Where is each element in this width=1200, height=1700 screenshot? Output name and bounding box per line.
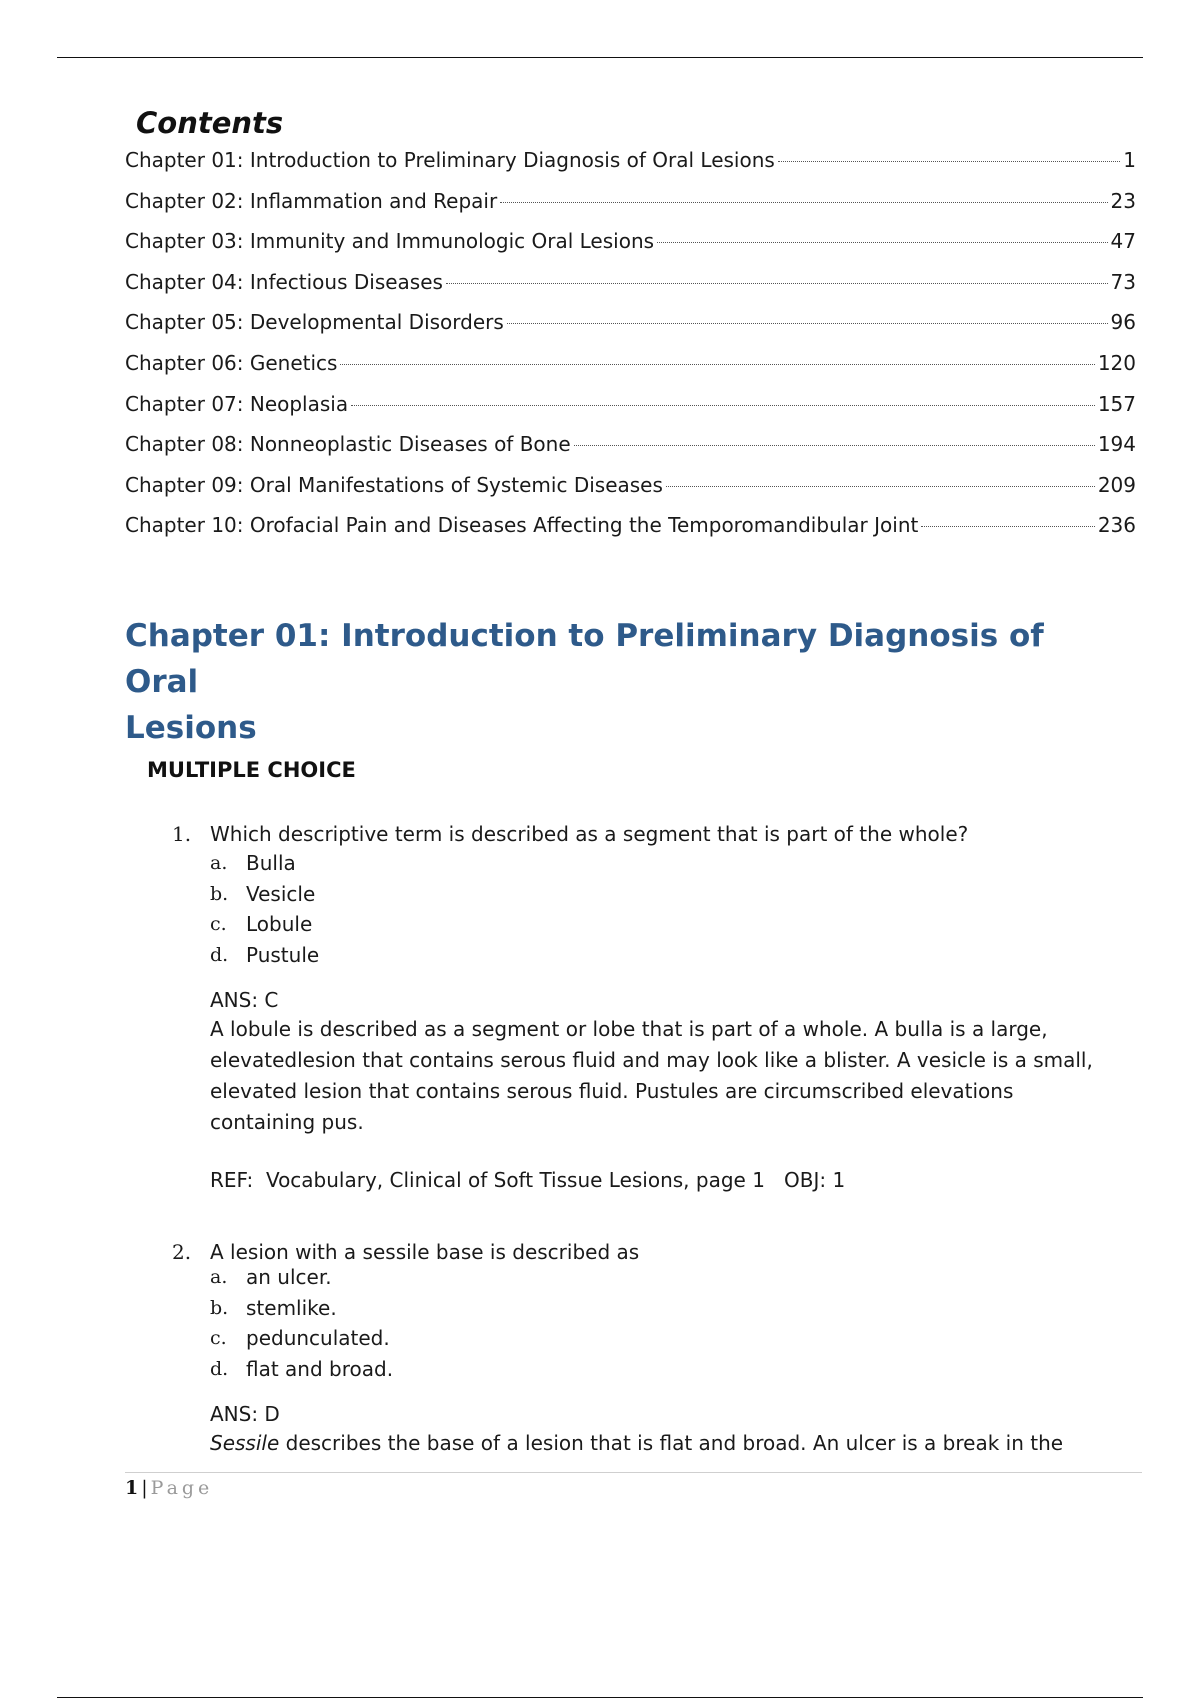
toc-leader-dots [666, 486, 1095, 487]
toc-leader-dots [446, 283, 1108, 284]
toc-entry[interactable] [125, 308, 1136, 349]
toc-entry[interactable] [125, 430, 1136, 471]
toc-entry-label: Chapter 03: Immunity and Immunologic Oral Lesions [125, 229, 655, 254]
toc-entry-label: Chapter 08: Nonneoplastic Diseases of Bone [125, 432, 571, 457]
answer-options [210, 1262, 1122, 1384]
rationale-line: A lobule is described as a segment or lobe that is part of a whole. A bulla is a large, [210, 1017, 1048, 1041]
section-label: MULTIPLE CHOICE [147, 758, 356, 782]
answer-option [210, 1293, 1122, 1324]
answer-options [210, 848, 1122, 970]
table-of-contents [125, 146, 1136, 552]
answer-option [210, 940, 1122, 971]
question-number: 1. [172, 822, 192, 846]
reference-line: REF: Vocabulary, Clinical of Soft Tissue Lesions, page 1 OBJ: 1 [210, 1168, 846, 1192]
question-text: A lesion with a sessile base is described as [210, 1240, 640, 1264]
toc-title: Contents [136, 106, 284, 140]
page-footer [125, 1477, 213, 1499]
question-text: Which descriptive term is described as a segment that is part of the whole? [210, 822, 969, 846]
answer-option [210, 879, 1122, 910]
toc-entry[interactable] [125, 511, 1136, 552]
option-text: flat and broad. [246, 1356, 394, 1381]
toc-entry-label: Chapter 09: Oral Manifestations of Systemic Diseases [125, 472, 663, 497]
option-text: stemlike. [246, 1295, 337, 1320]
toc-entry-label: Chapter 07: Neoplasia [125, 391, 349, 416]
toc-entry[interactable] [125, 349, 1136, 390]
toc-entry-page: 1 [1123, 148, 1136, 172]
toc-entry-label: Chapter 02: Inflammation and Repair [125, 188, 498, 213]
rationale-line: containing pus. [210, 1110, 364, 1134]
option-text: pedunculated. [246, 1326, 390, 1350]
chapter-heading-line-1: Chapter 01: Introduction to Preliminary Diagnosis of Oral [125, 618, 1044, 700]
toc-entry[interactable] [125, 146, 1136, 187]
question-number: 2. [172, 1240, 192, 1264]
option-letter: b. [210, 1296, 229, 1319]
toc-leader-dots [657, 242, 1108, 243]
toc-entry-page: 120 [1097, 350, 1136, 375]
option-letter: a. [210, 1266, 228, 1288]
toc-entry[interactable] [125, 471, 1136, 512]
toc-entry-page: 73 [1110, 269, 1136, 294]
chapter-heading-line-2: Lesions [125, 710, 257, 746]
footer-separator: | [141, 1477, 148, 1499]
option-letter: d. [210, 943, 229, 966]
footer-rule [125, 1472, 1142, 1473]
answer-option [210, 909, 1122, 940]
toc-entry-page: 236 [1097, 513, 1136, 538]
toc-entry[interactable] [125, 187, 1136, 228]
answer-option [210, 1323, 1122, 1354]
option-letter: a. [210, 852, 228, 874]
toc-entry-page: 96 [1110, 310, 1136, 335]
chapter-heading [125, 613, 1085, 751]
option-letter: c. [210, 1327, 227, 1349]
toc-entry-label: Chapter 10: Orofacial Pain and Diseases Affecting the Temporomandibular Joint [125, 513, 919, 538]
option-text: Bulla [246, 851, 296, 875]
toc-leader-dots [500, 202, 1107, 203]
answer-option [210, 848, 1122, 879]
option-text: Vesicle [246, 881, 316, 906]
toc-entry-page: 47 [1110, 229, 1136, 254]
option-letter: d. [210, 1357, 229, 1380]
rationale-term: Sessile [210, 1431, 280, 1455]
question-stem [172, 820, 1122, 848]
option-text: Lobule [246, 912, 313, 936]
bottom-rule [57, 1697, 1143, 1698]
top-rule [57, 57, 1143, 58]
option-text: an ulcer. [246, 1265, 332, 1289]
toc-entry[interactable] [125, 390, 1136, 431]
toc-entry-page: 209 [1097, 472, 1136, 497]
option-letter: b. [210, 882, 229, 905]
answer-option [210, 1262, 1122, 1293]
rationale-line: elevatedlesion that contains serous fluid and may look like a blister. A vesicle is a small, [210, 1048, 1093, 1072]
toc-entry-label: Chapter 04: Infectious Diseases [125, 269, 443, 294]
toc-entry-page: 157 [1097, 391, 1136, 416]
toc-entry-page: 23 [1110, 188, 1136, 213]
toc-leader-dots [574, 445, 1095, 446]
answer-option [210, 1354, 1122, 1385]
option-letter: c. [210, 913, 227, 935]
answer-rationale [210, 1428, 1110, 1459]
answer-rationale [210, 1014, 1110, 1138]
answer-key: ANS: D [210, 1402, 280, 1426]
toc-leader-dots [351, 405, 1095, 406]
toc-leader-dots [921, 526, 1094, 527]
question-1 [172, 820, 1122, 1194]
question-2 [172, 1238, 1122, 1459]
toc-entry-label: Chapter 05: Developmental Disorders [125, 310, 504, 335]
toc-leader-dots [507, 323, 1108, 324]
toc-entry-label: Chapter 06: Genetics [125, 350, 338, 375]
toc-entry-label: Chapter 01: Introduction to Preliminary Diagnosis of Oral Lesions [125, 148, 775, 172]
option-text: Pustule [246, 942, 320, 967]
rationale-text: describes the base of a lesion that is flat and broad. An ulcer is a break in the [279, 1431, 1064, 1455]
answer-key: ANS: C [210, 988, 279, 1012]
toc-leader-dots [778, 161, 1120, 162]
toc-entry-page: 194 [1097, 432, 1136, 457]
page-number: 1 [125, 1477, 139, 1499]
toc-leader-dots [340, 364, 1094, 365]
page-label: Page [150, 1477, 214, 1499]
rationale-line: elevated lesion that contains serous fluid. Pustules are circumscribed elevations [210, 1079, 1014, 1103]
toc-entry[interactable] [125, 268, 1136, 309]
toc-entry[interactable] [125, 227, 1136, 268]
